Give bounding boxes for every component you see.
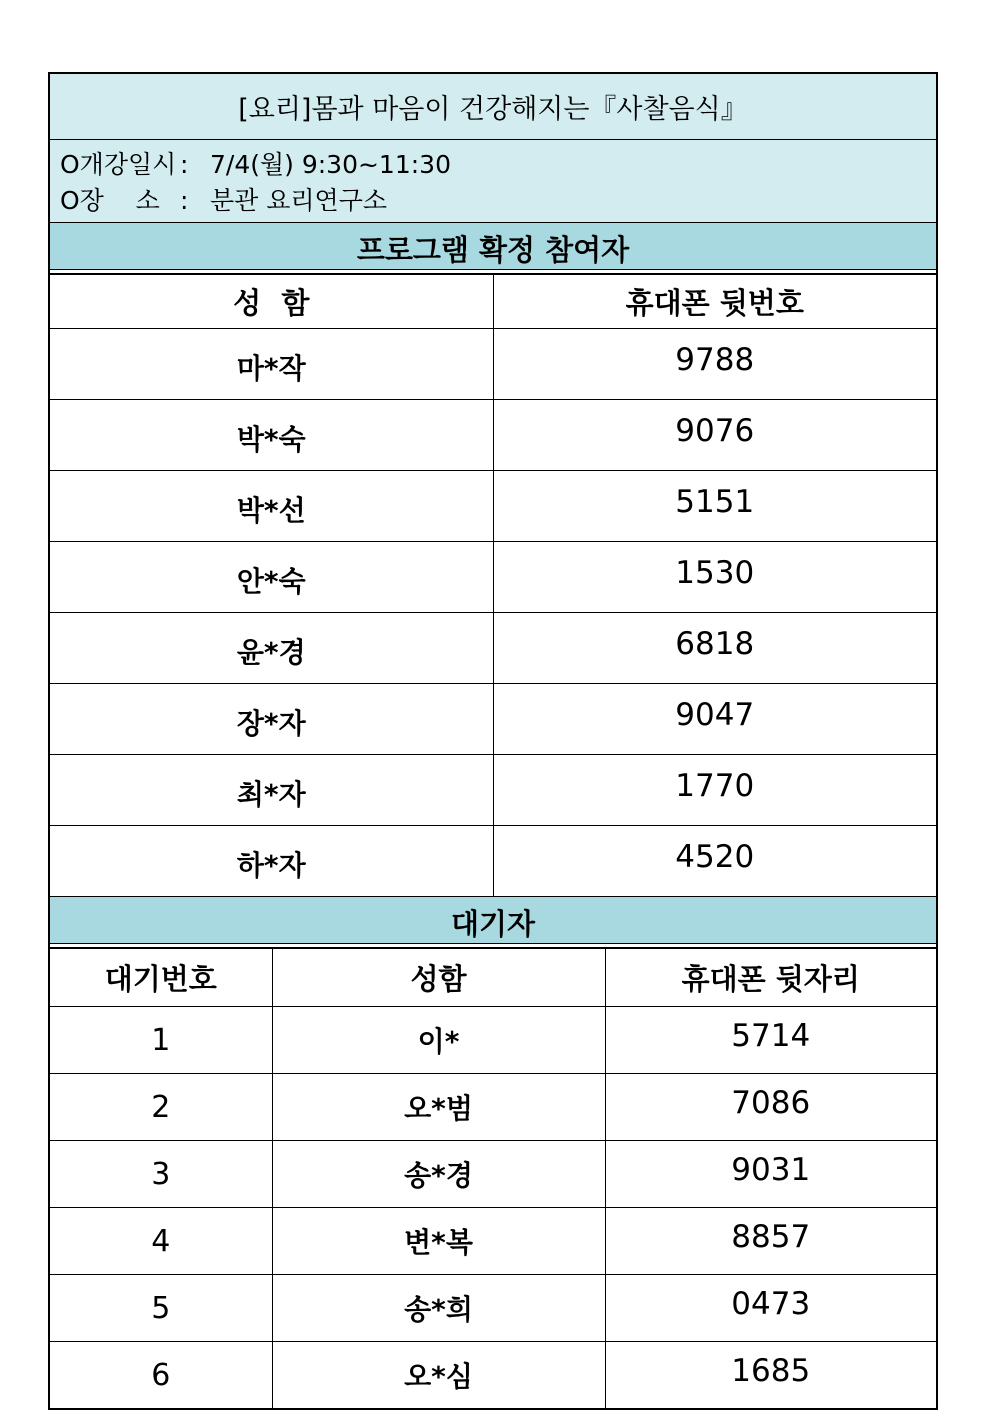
waitlist-number: 2: [50, 1074, 272, 1141]
class-date-colon: :: [180, 150, 189, 179]
participant-phone: 1770: [493, 755, 936, 826]
table-row: [50, 471, 936, 542]
confirmed-heading: 프로그램 확정 참여자: [50, 223, 936, 274]
participant-phone: 5151: [493, 471, 936, 542]
table-row: [50, 1342, 936, 1409]
table-row: [50, 1141, 936, 1208]
participant-name: 하*자: [50, 826, 493, 897]
class-date-line: [60, 147, 936, 183]
table-row: [50, 1208, 936, 1275]
waitlist-number: 4: [50, 1208, 272, 1275]
participant-name: 안*숙: [50, 542, 493, 613]
waitlist-phone: 8857: [605, 1208, 936, 1275]
confirmed-col-name: 성 함: [50, 275, 493, 329]
waitlist-name: 송*경: [272, 1141, 605, 1208]
participant-phone: 4520: [493, 826, 936, 897]
participant-name: 박*숙: [50, 400, 493, 471]
table-row: [50, 755, 936, 826]
waitlist-name: 송*희: [272, 1275, 605, 1342]
class-place-value: 분관 요리연구소: [210, 186, 387, 215]
waitlist-name: 오*범: [272, 1074, 605, 1141]
table-row: [50, 826, 936, 897]
participant-phone: 1530: [493, 542, 936, 613]
class-place-label: O장 소: [60, 186, 160, 215]
participant-phone: 9788: [493, 329, 936, 400]
waitlist-col-phone: 휴대폰 뒷자리: [605, 949, 936, 1007]
class-date-value: 7/4(월) 9:30~11:30: [210, 150, 451, 179]
participant-name: 최*자: [50, 755, 493, 826]
table-row: [50, 400, 936, 471]
waitlist-phone: 1685: [605, 1342, 936, 1409]
confirmed-table: [50, 274, 936, 896]
class-place-line: [60, 183, 936, 219]
waitlist-number: 5: [50, 1275, 272, 1342]
class-date-label: O개강일시: [60, 150, 177, 179]
participant-phone: 9076: [493, 400, 936, 471]
waitlist-phone: 0473: [605, 1275, 936, 1342]
table-row: [50, 1275, 936, 1342]
table-row: [50, 1007, 936, 1074]
notice-sheet: [48, 72, 938, 1410]
participant-name: 윤*경: [50, 613, 493, 684]
participant-phone: 9047: [493, 684, 936, 755]
waitlist-table: [50, 948, 936, 1408]
waitlist-name: 오*심: [272, 1342, 605, 1409]
waitlist-header-row: [50, 949, 936, 1007]
participant-phone: 6818: [493, 613, 936, 684]
class-place-colon: :: [180, 186, 189, 215]
table-row: [50, 329, 936, 400]
waitlist-phone: 5714: [605, 1007, 936, 1074]
waitlist-phone: 7086: [605, 1074, 936, 1141]
waitlist-name: 이*: [272, 1007, 605, 1074]
waitlist-heading: 대기자: [50, 896, 936, 948]
table-row: [50, 1074, 936, 1141]
waitlist-name: 변*복: [272, 1208, 605, 1275]
page-title: [요리]몸과 마음이 건강해지는『사찰음식』: [50, 74, 936, 140]
participant-name: 장*자: [50, 684, 493, 755]
table-row: [50, 613, 936, 684]
confirmed-col-phone: 휴대폰 뒷번호: [493, 275, 936, 329]
table-row: [50, 542, 936, 613]
waitlist-number: 1: [50, 1007, 272, 1074]
confirmed-header-row: [50, 275, 936, 329]
table-row: [50, 684, 936, 755]
waitlist-col-name: 성함: [272, 949, 605, 1007]
waitlist-phone: 9031: [605, 1141, 936, 1208]
waitlist-number: 3: [50, 1141, 272, 1208]
waitlist-number: 6: [50, 1342, 272, 1409]
participant-name: 마*작: [50, 329, 493, 400]
participant-name: 박*선: [50, 471, 493, 542]
class-info: [50, 140, 936, 223]
waitlist-col-number: 대기번호: [50, 949, 272, 1007]
